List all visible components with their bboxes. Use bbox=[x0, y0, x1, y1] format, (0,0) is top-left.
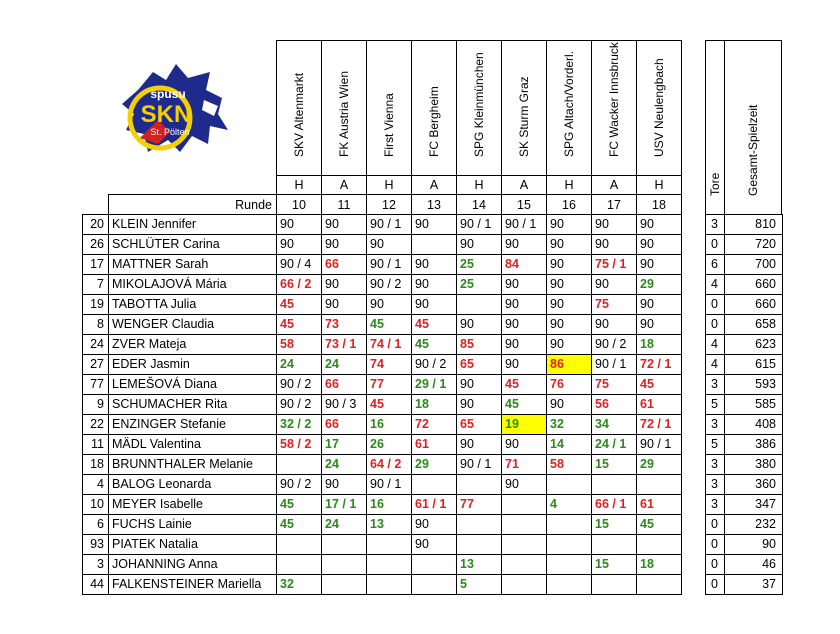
player-number: 7 bbox=[97, 277, 104, 291]
goals-cell: 0 bbox=[711, 317, 718, 331]
round-cell: 15 bbox=[501, 195, 547, 215]
minutes-cell: 86 bbox=[547, 355, 591, 374]
minutes-cell bbox=[412, 575, 456, 594]
minutes-cell bbox=[412, 555, 456, 574]
venue-cell: A bbox=[501, 175, 547, 195]
minutes-cell: 90 bbox=[550, 277, 564, 291]
minutes-cell: 45 bbox=[280, 517, 294, 531]
minutes-cell: 90 bbox=[415, 217, 429, 231]
player-name: SCHLÜTER Carina bbox=[112, 237, 220, 251]
minutes-cell: 66 bbox=[325, 377, 339, 391]
opponent-header bbox=[456, 40, 502, 176]
minutes-cell: 90 bbox=[505, 437, 519, 451]
minutes-cell bbox=[547, 575, 591, 594]
player-name: BALOG Leonarda bbox=[112, 477, 212, 491]
minutes-cell: 72 bbox=[415, 417, 429, 431]
minutes-cell: 45 bbox=[640, 517, 654, 531]
minutes-cell: 90 bbox=[415, 257, 429, 271]
total-time-cell: 408 bbox=[755, 417, 776, 431]
total-time-cell: 623 bbox=[755, 337, 776, 351]
minutes-cell: 90 bbox=[325, 477, 339, 491]
minutes-cell: 90 / 1 bbox=[370, 217, 402, 231]
minutes-cell: 90 / 1 bbox=[370, 257, 402, 271]
player-name: MIKOLAJOVÁ Mária bbox=[112, 277, 227, 291]
venue-cell: H bbox=[366, 175, 412, 195]
minutes-cell: 90 bbox=[550, 257, 564, 271]
opponent-header bbox=[321, 40, 367, 176]
minutes-cell: 17 / 1 bbox=[325, 497, 357, 511]
minutes-cell: 90 / 1 bbox=[460, 217, 492, 231]
total-time-cell: 720 bbox=[755, 237, 776, 251]
minutes-cell: 90 / 1 bbox=[370, 477, 402, 491]
minutes-cell: 15 bbox=[595, 457, 609, 471]
player-number: 26 bbox=[90, 237, 104, 251]
total-time-cell: 347 bbox=[755, 497, 776, 511]
goals-cell: 3 bbox=[711, 417, 718, 431]
player-name: TABOTTA Julia bbox=[112, 297, 197, 311]
player-name: FUCHS Lainie bbox=[112, 517, 192, 531]
minutes-cell bbox=[322, 535, 366, 554]
minutes-cell: 34 bbox=[595, 417, 609, 431]
player-number: 27 bbox=[90, 357, 104, 371]
opponent-header bbox=[636, 40, 682, 176]
logo-sub-text: St. Pölten bbox=[150, 127, 190, 137]
minutes-cell: 90 / 2 bbox=[595, 337, 627, 351]
venue-cell: H bbox=[276, 175, 322, 195]
minutes-cell bbox=[502, 535, 546, 554]
minutes-cell: 29 bbox=[640, 457, 654, 471]
minutes-cell: 66 / 2 bbox=[280, 277, 312, 291]
minutes-cell: 90 / 1 bbox=[640, 437, 672, 451]
player-name: MÄDL Valentina bbox=[112, 437, 201, 451]
minutes-cell bbox=[457, 295, 501, 314]
minutes-cell bbox=[412, 235, 456, 254]
minutes-cell: 90 bbox=[595, 277, 609, 291]
total-time-cell: 660 bbox=[755, 297, 776, 311]
minutes-cell bbox=[367, 555, 411, 574]
minutes-cell: 90 bbox=[595, 317, 609, 331]
minutes-cell: 13 bbox=[370, 517, 384, 531]
minutes-cell: 61 bbox=[640, 397, 654, 411]
opponent-header bbox=[546, 40, 592, 176]
opponent-header bbox=[276, 40, 322, 176]
minutes-cell: 18 bbox=[640, 557, 654, 571]
minutes-cell: 90 / 1 bbox=[460, 457, 492, 471]
minutes-cell bbox=[277, 455, 321, 474]
minutes-cell: 16 bbox=[370, 497, 384, 511]
minutes-cell: 45 bbox=[505, 397, 519, 411]
goals-cell: 0 bbox=[711, 557, 718, 571]
minutes-cell: 90 bbox=[505, 237, 519, 251]
venue-cell: A bbox=[411, 175, 457, 195]
minutes-cell: 90 bbox=[640, 257, 654, 271]
total-time-cell: 615 bbox=[755, 357, 776, 371]
minutes-cell: 71 bbox=[505, 457, 519, 471]
opponent-name: SPG Kleinmünchen bbox=[472, 52, 486, 157]
tore-header bbox=[705, 40, 725, 215]
minutes-cell: 66 bbox=[325, 417, 339, 431]
minutes-cell bbox=[502, 575, 546, 594]
goals-cell: 4 bbox=[711, 337, 718, 351]
minutes-cell bbox=[592, 575, 636, 594]
goals-cell: 3 bbox=[711, 457, 718, 471]
minutes-cell: 65 bbox=[460, 357, 474, 371]
opponent-name: FC Wacker Innsbruck bbox=[607, 42, 621, 157]
round-cell: 18 bbox=[636, 195, 682, 215]
round-cell: 10 bbox=[276, 195, 322, 215]
minutes-cell: 90 bbox=[415, 297, 429, 311]
minutes-cell: 65 bbox=[460, 417, 474, 431]
minutes-cell: 90 / 1 bbox=[595, 357, 627, 371]
total-time-cell: 232 bbox=[755, 517, 776, 531]
minutes-cell: 90 bbox=[325, 297, 339, 311]
venue-cell: H bbox=[546, 175, 592, 195]
goals-cell: 3 bbox=[711, 377, 718, 391]
total-time-cell: 90 bbox=[762, 537, 776, 551]
tore-header-label: Tore bbox=[708, 172, 722, 196]
minutes-cell: 90 bbox=[325, 277, 339, 291]
total-time-cell: 46 bbox=[762, 557, 776, 571]
minutes-cell bbox=[547, 555, 591, 574]
spielzeit-header bbox=[724, 40, 782, 215]
minutes-cell: 90 / 2 bbox=[280, 377, 312, 391]
minutes-cell: 90 bbox=[640, 297, 654, 311]
minutes-cell: 76 bbox=[550, 377, 564, 391]
minutes-cell: 90 bbox=[505, 317, 519, 331]
minutes-cell: 90 bbox=[550, 337, 564, 351]
minutes-cell: 45 bbox=[280, 497, 294, 511]
opponent-header bbox=[411, 40, 457, 176]
goals-cell: 5 bbox=[711, 397, 718, 411]
minutes-cell: 45 bbox=[370, 397, 384, 411]
venue-cell: A bbox=[591, 175, 637, 195]
round-cell: 11 bbox=[321, 195, 367, 215]
total-time-cell: 660 bbox=[755, 277, 776, 291]
player-number: 24 bbox=[90, 337, 104, 351]
minutes-cell: 77 bbox=[370, 377, 384, 391]
minutes-cell bbox=[457, 515, 501, 534]
goals-cell: 0 bbox=[711, 517, 718, 531]
minutes-cell: 17 bbox=[325, 437, 339, 451]
player-name: KLEIN Jennifer bbox=[112, 217, 197, 231]
minutes-cell: 29 bbox=[640, 277, 654, 291]
minutes-cell: 14 bbox=[550, 437, 564, 451]
minutes-cell: 75 bbox=[595, 297, 609, 311]
goals-cell: 4 bbox=[711, 357, 718, 371]
minutes-cell: 90 bbox=[505, 277, 519, 291]
player-name: JOHANNING Anna bbox=[112, 557, 218, 571]
goals-cell: 4 bbox=[711, 277, 718, 291]
minutes-cell: 29 / 1 bbox=[415, 377, 447, 391]
goals-cell: 3 bbox=[711, 477, 718, 491]
player-number: 9 bbox=[97, 397, 104, 411]
runde-top-border bbox=[108, 194, 276, 195]
venue-cell: A bbox=[321, 175, 367, 195]
minutes-cell bbox=[457, 475, 501, 494]
player-number: 17 bbox=[90, 257, 104, 271]
minutes-cell: 90 bbox=[550, 317, 564, 331]
minutes-cell: 64 / 2 bbox=[370, 457, 402, 471]
player-number: 22 bbox=[90, 417, 104, 431]
minutes-cell: 90 bbox=[460, 317, 474, 331]
player-name: LEMEŠOVÁ Diana bbox=[112, 377, 217, 391]
minutes-cell bbox=[637, 535, 681, 554]
minutes-cell bbox=[322, 555, 366, 574]
minutes-cell bbox=[547, 535, 591, 554]
minutes-cell: 90 / 1 bbox=[505, 217, 537, 231]
player-name: SCHUMACHER Rita bbox=[112, 397, 228, 411]
goals-cell: 3 bbox=[711, 217, 718, 231]
logo-main-text: SKN bbox=[140, 101, 192, 128]
goals-cell: 0 bbox=[711, 577, 718, 591]
minutes-cell bbox=[277, 535, 321, 554]
minutes-cell: 18 bbox=[415, 397, 429, 411]
total-time-cell: 700 bbox=[755, 257, 776, 271]
minutes-cell: 58 bbox=[550, 457, 564, 471]
total-time-cell: 658 bbox=[755, 317, 776, 331]
minutes-cell: 45 bbox=[370, 317, 384, 331]
minutes-cell: 4 bbox=[550, 497, 557, 511]
minutes-cell bbox=[637, 475, 681, 494]
minutes-cell: 90 bbox=[460, 237, 474, 251]
minutes-cell: 15 bbox=[595, 517, 609, 531]
goals-cell: 5 bbox=[711, 437, 718, 451]
total-time-cell: 380 bbox=[755, 457, 776, 471]
minutes-cell: 61 bbox=[640, 497, 654, 511]
minutes-cell: 90 / 4 bbox=[280, 257, 312, 271]
minutes-cell: 32 bbox=[550, 417, 564, 431]
minutes-cell: 72 / 1 bbox=[640, 357, 672, 371]
minutes-cell: 90 bbox=[640, 317, 654, 331]
minutes-cell: 45 bbox=[505, 377, 519, 391]
minutes-cell: 5 bbox=[460, 577, 467, 591]
minutes-cell: 45 bbox=[415, 317, 429, 331]
player-name: WENGER Claudia bbox=[112, 317, 215, 331]
opponent-name: USV Neulengbach bbox=[652, 58, 666, 157]
player-number: 44 bbox=[90, 577, 104, 591]
minutes-cell: 45 bbox=[280, 317, 294, 331]
player-name: ZVER Mateja bbox=[112, 337, 187, 351]
minutes-cell: 16 bbox=[370, 417, 384, 431]
total-time-cell: 37 bbox=[762, 577, 776, 591]
minutes-cell: 72 / 1 bbox=[640, 417, 672, 431]
minutes-cell bbox=[412, 475, 456, 494]
venue-cell: H bbox=[636, 175, 682, 195]
player-name: MATTNER Sarah bbox=[112, 257, 209, 271]
player-number: 20 bbox=[90, 217, 104, 231]
minutes-cell bbox=[547, 515, 591, 534]
minutes-cell: 90 bbox=[595, 237, 609, 251]
minutes-cell: 18 bbox=[640, 337, 654, 351]
minutes-cell: 75 bbox=[595, 377, 609, 391]
player-number: 11 bbox=[91, 437, 104, 451]
minutes-cell: 90 bbox=[505, 337, 519, 351]
minutes-cell: 90 bbox=[280, 237, 294, 251]
player-number: 10 bbox=[90, 497, 104, 511]
goals-cell: 0 bbox=[711, 297, 718, 311]
minutes-cell: 90 bbox=[460, 377, 474, 391]
minutes-cell: 90 bbox=[640, 237, 654, 251]
player-name: ENZINGER Stefanie bbox=[112, 417, 226, 431]
venue-cell: H bbox=[456, 175, 502, 195]
minutes-cell: 75 / 1 bbox=[595, 257, 627, 271]
minutes-cell bbox=[547, 475, 591, 494]
minutes-cell: 32 bbox=[280, 577, 294, 591]
minutes-cell: 24 bbox=[280, 357, 294, 371]
minutes-cell: 90 bbox=[325, 237, 339, 251]
minutes-cell: 24 / 1 bbox=[595, 437, 627, 451]
player-number: 4 bbox=[97, 477, 104, 491]
minutes-cell: 19 bbox=[502, 415, 546, 434]
player-number: 18 bbox=[90, 457, 104, 471]
minutes-cell: 90 bbox=[415, 517, 429, 531]
minutes-cell: 90 bbox=[415, 277, 429, 291]
player-name: EDER Jasmin bbox=[112, 357, 190, 371]
minutes-cell: 45 bbox=[415, 337, 429, 351]
total-time-cell: 386 bbox=[755, 437, 776, 451]
minutes-cell bbox=[367, 575, 411, 594]
minutes-cell: 74 / 1 bbox=[370, 337, 402, 351]
goals-cell: 0 bbox=[711, 237, 718, 251]
round-cell: 16 bbox=[546, 195, 592, 215]
minutes-cell: 74 bbox=[370, 357, 384, 371]
minutes-cell: 90 bbox=[550, 217, 564, 231]
round-cell: 14 bbox=[456, 195, 502, 215]
runde-label: Runde bbox=[235, 198, 272, 212]
minutes-cell: 24 bbox=[325, 517, 339, 531]
player-number: 93 bbox=[90, 537, 104, 551]
minutes-cell bbox=[277, 555, 321, 574]
player-name: BRUNNTHALER Melanie bbox=[112, 457, 254, 471]
goals-cell: 0 bbox=[711, 537, 718, 551]
minutes-cell: 90 bbox=[370, 237, 384, 251]
opponent-name: First Vienna bbox=[382, 93, 396, 157]
minutes-cell: 73 / 1 bbox=[325, 337, 357, 351]
minutes-cell: 45 bbox=[280, 297, 294, 311]
club-logo bbox=[118, 60, 230, 160]
minutes-cell bbox=[502, 495, 546, 514]
minutes-cell: 77 bbox=[460, 497, 474, 511]
minutes-cell: 58 / 2 bbox=[280, 437, 312, 451]
opponent-name: SPG Altach/Vorderl. bbox=[562, 50, 576, 157]
minutes-cell: 24 bbox=[325, 357, 339, 371]
total-time-cell: 360 bbox=[755, 477, 776, 491]
minutes-cell: 90 / 2 bbox=[280, 477, 312, 491]
logo-top-text: spusu bbox=[150, 87, 186, 101]
minutes-cell: 90 bbox=[460, 437, 474, 451]
player-number: 8 bbox=[97, 317, 104, 331]
opponent-name: FK Austria Wien bbox=[337, 70, 351, 157]
player-number: 3 bbox=[97, 557, 104, 571]
player-number: 19 bbox=[90, 297, 104, 311]
opponent-name: SK Sturm Graz bbox=[517, 76, 531, 157]
minutes-cell: 90 bbox=[370, 297, 384, 311]
player-name: PIATEK Natalia bbox=[112, 537, 198, 551]
minutes-cell: 90 bbox=[505, 297, 519, 311]
opponent-header bbox=[591, 40, 637, 176]
minutes-cell: 85 bbox=[460, 337, 474, 351]
minutes-cell: 90 / 2 bbox=[280, 397, 312, 411]
opponent-name: SKV Altenmarkt bbox=[292, 72, 306, 157]
minutes-cell: 29 bbox=[415, 457, 429, 471]
total-time-cell: 810 bbox=[755, 217, 776, 231]
minutes-cell: 90 bbox=[460, 397, 474, 411]
minutes-cell bbox=[502, 515, 546, 534]
minutes-cell: 90 / 3 bbox=[325, 397, 357, 411]
minutes-cell: 15 bbox=[595, 557, 609, 571]
minutes-cell: 45 bbox=[640, 377, 654, 391]
minutes-cell: 66 / 1 bbox=[595, 497, 627, 511]
minutes-cell: 32 / 2 bbox=[280, 417, 312, 431]
minutes-cell: 24 bbox=[325, 457, 339, 471]
minutes-cell: 25 bbox=[460, 277, 474, 291]
player-name: FALKENSTEINER Mariella bbox=[112, 577, 262, 591]
minutes-cell: 90 bbox=[550, 397, 564, 411]
opponent-header bbox=[501, 40, 547, 176]
opponent-header bbox=[366, 40, 412, 176]
minutes-cell: 58 bbox=[280, 337, 294, 351]
minutes-cell: 61 bbox=[415, 437, 429, 451]
minutes-cell bbox=[592, 535, 636, 554]
round-cell: 13 bbox=[411, 195, 457, 215]
minutes-cell: 73 bbox=[325, 317, 339, 331]
minutes-cell: 13 bbox=[460, 557, 474, 571]
minutes-cell: 61 / 1 bbox=[415, 497, 447, 511]
minutes-cell: 90 bbox=[595, 217, 609, 231]
minutes-cell: 90 bbox=[550, 237, 564, 251]
minutes-cell: 90 bbox=[415, 537, 429, 551]
spielzeit-header-label: Gesamt-Spielzeit bbox=[746, 104, 760, 196]
minutes-cell bbox=[322, 575, 366, 594]
minutes-cell: 90 / 2 bbox=[415, 357, 447, 371]
minutes-cell: 56 bbox=[595, 397, 609, 411]
player-number: 77 bbox=[90, 377, 104, 391]
total-time-cell: 585 bbox=[755, 397, 776, 411]
minutes-cell: 90 bbox=[280, 217, 294, 231]
minutes-cell: 66 bbox=[325, 257, 339, 271]
round-cell: 12 bbox=[366, 195, 412, 215]
minutes-cell bbox=[457, 535, 501, 554]
minutes-cell: 90 bbox=[640, 217, 654, 231]
minutes-cell bbox=[592, 475, 636, 494]
total-time-cell: 593 bbox=[755, 377, 776, 391]
opponent-name: FC Bergheim bbox=[427, 86, 441, 157]
goals-cell: 3 bbox=[711, 497, 718, 511]
runde-left-border bbox=[108, 195, 109, 215]
minutes-cell: 84 bbox=[505, 257, 519, 271]
round-cell: 17 bbox=[591, 195, 637, 215]
player-number: 6 bbox=[97, 517, 104, 531]
goals-cell: 6 bbox=[711, 257, 718, 271]
minutes-cell bbox=[367, 535, 411, 554]
minutes-cell: 90 bbox=[505, 357, 519, 371]
minutes-cell: 90 bbox=[325, 217, 339, 231]
minutes-cell: 90 / 2 bbox=[370, 277, 402, 291]
minutes-cell bbox=[502, 555, 546, 574]
player-name: MEYER Isabelle bbox=[112, 497, 204, 511]
minutes-cell: 90 bbox=[505, 477, 519, 491]
minutes-cell: 25 bbox=[460, 257, 474, 271]
minutes-cell bbox=[637, 575, 681, 594]
minutes-cell: 26 bbox=[370, 437, 384, 451]
minutes-cell: 90 bbox=[550, 297, 564, 311]
